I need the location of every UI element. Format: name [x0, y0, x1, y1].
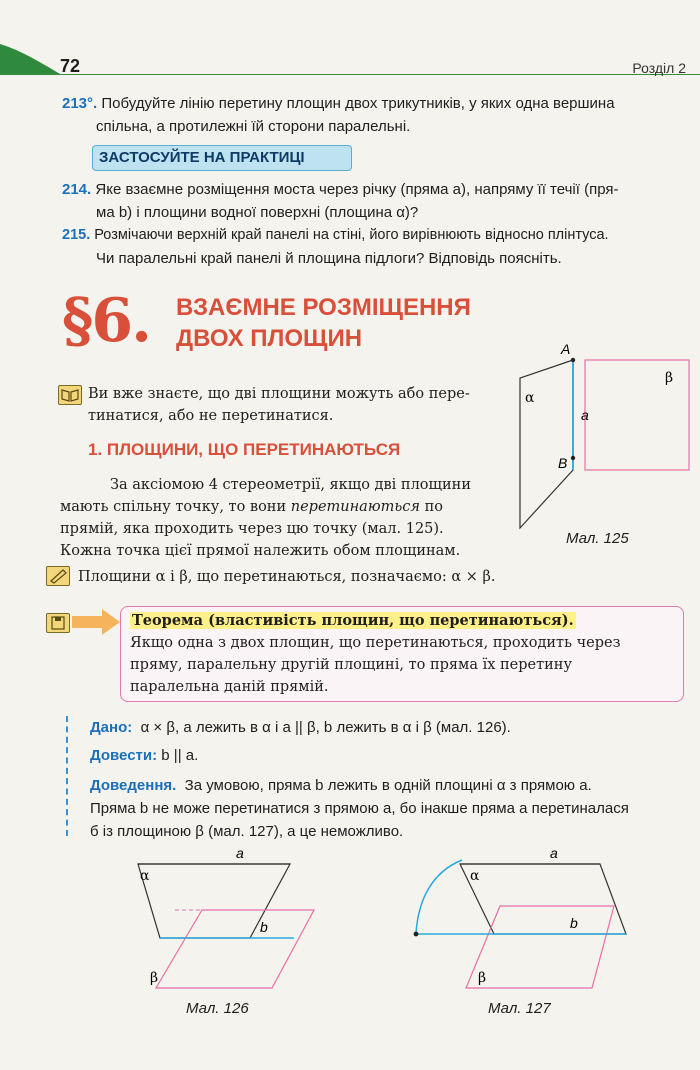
section-label: Розділ 2 [632, 60, 686, 76]
proof-text: За умовою, пряма b лежить в одній площині α з прямою a. [184, 777, 592, 794]
prove-keyword: Довести: [90, 747, 158, 764]
given-keyword: Дано: [90, 719, 133, 736]
axiom-line2-start: мають спільну точку, то вони [60, 499, 287, 515]
point-A [571, 358, 575, 362]
label-alpha: α [140, 868, 150, 884]
point-B [571, 456, 575, 460]
practice-banner: ЗАСТОСУЙТЕ НА ПРАКТИЦІ [92, 145, 352, 171]
prove-text: b || a. [161, 747, 199, 764]
book-icon [58, 385, 82, 405]
paragraph-title-line2: ДВОХ ПЛОЩИН [176, 325, 363, 352]
proof-keyword: Доведення. [90, 777, 177, 794]
label-beta: β [665, 370, 674, 386]
proof-line3: б із площиною β (мал. 127), а це неможливо. [90, 823, 404, 840]
exercise-214 [62, 178, 619, 201]
proof-dashed-rule [66, 716, 68, 836]
exercise-number: 215. [62, 227, 91, 243]
intro-line1: Ви вже знаєте, що дві площини можуть або пере- [88, 386, 470, 402]
exercise-214-line2: ма b) і площини водної поверхні (площина α)? [96, 204, 419, 221]
theorem-line2: пряму, паралельну другій площині, то пряма їх перетину [130, 657, 572, 673]
header-rule [0, 74, 700, 75]
curved-line [416, 860, 462, 934]
axiom-line3: прямій, яка проходить через цю точку (мал. 125). [60, 521, 444, 537]
plane-beta [585, 360, 689, 470]
prove-line [90, 744, 198, 767]
axiom-line2-end: по [424, 499, 443, 515]
figure-127 [404, 842, 644, 992]
exercise-213 [62, 92, 615, 115]
plane-beta [156, 910, 314, 988]
plane-alpha [460, 864, 626, 934]
intersection-point [414, 932, 419, 937]
axiom-line2-italic: перетинаються [290, 499, 420, 515]
label-beta: β [478, 970, 487, 986]
theorem-line3: паралельна даній прямій. [130, 679, 329, 695]
label-a: a [550, 845, 558, 861]
paragraph-number: §6. [62, 286, 151, 356]
theorem-heading-text: Теорема (властивість площин, що перетинаються). [132, 612, 574, 629]
paragraph-title-line1: ВЗАЄМНЕ РОЗМІЩЕННЯ [176, 294, 471, 321]
exercise-text: Розмічаючи верхній край панелі на стіні, його вирівнюють відносно плінтуса. [94, 227, 609, 243]
subsection-title: 1. ПЛОЩИНИ, ЩО ПЕРЕТИНАЮТЬСЯ [88, 440, 401, 459]
figure-127-caption: Мал. 127 [488, 1000, 551, 1017]
label-beta: β [150, 970, 159, 986]
label-alpha: α [525, 390, 535, 406]
exercise-number: 214. [62, 181, 92, 198]
figure-126-caption: Мал. 126 [186, 1000, 249, 1017]
label-b: b [570, 915, 578, 931]
exercise-text: Побудуйте лінію перетину площин двох трикутників, у яких одна вершина [101, 95, 615, 112]
page-number: 72 [60, 56, 81, 76]
plane-beta [466, 906, 614, 988]
plane-alpha [520, 360, 573, 528]
notation-text: Площини α і β, що перетинаються, позначаємо: α × β. [78, 569, 496, 585]
intro-line2: тинатися, або не перетинатися. [88, 408, 334, 424]
pen-icon [46, 566, 70, 586]
arrow-icon [72, 608, 122, 636]
axiom-line2 [60, 496, 443, 518]
label-B: B [558, 455, 568, 471]
figure-125 [505, 340, 695, 550]
label-a: a [236, 845, 244, 861]
axiom-line1: За аксіомою 4 стереометрії, якщо дві площини [110, 477, 471, 493]
theorem-heading [130, 610, 576, 632]
label-A: A [561, 341, 571, 357]
save-icon [46, 613, 70, 633]
given-line [90, 716, 511, 739]
proof-line1 [90, 774, 592, 797]
exercise-213-line2: спільна, а протилежні їй сторони паралельні. [96, 118, 411, 135]
label-b: b [260, 919, 268, 935]
exercise-number: 213°. [62, 95, 98, 112]
label-a: a [581, 407, 589, 423]
paragraph-title [176, 292, 471, 354]
header-corner-shape [0, 44, 60, 76]
proof-line2: Пряма b не може перетинатися з прямою a, бо інакше пряма a перетиналася [90, 800, 629, 817]
given-text: α × β, a лежить в α і a || β, b лежить в α і β (мал. 126). [140, 719, 511, 736]
figure-126 [120, 842, 340, 992]
theorem-line1: Якщо одна з двох площин, що перетинаються, проходить через [130, 635, 621, 651]
axiom-line4: Кожна точка цієї прямої належить обом площинам. [60, 543, 461, 559]
exercise-text: Яке взаємне розміщення моста через річку (пряма a), напряму її течії (пря- [95, 181, 619, 198]
exercise-215 [62, 224, 609, 247]
figure-125-caption: Мал. 125 [566, 530, 629, 547]
label-alpha: α [470, 868, 480, 884]
exercise-215-line2: Чи паралельні край панелі й площина підлоги? Відповідь поясніть. [96, 250, 562, 267]
